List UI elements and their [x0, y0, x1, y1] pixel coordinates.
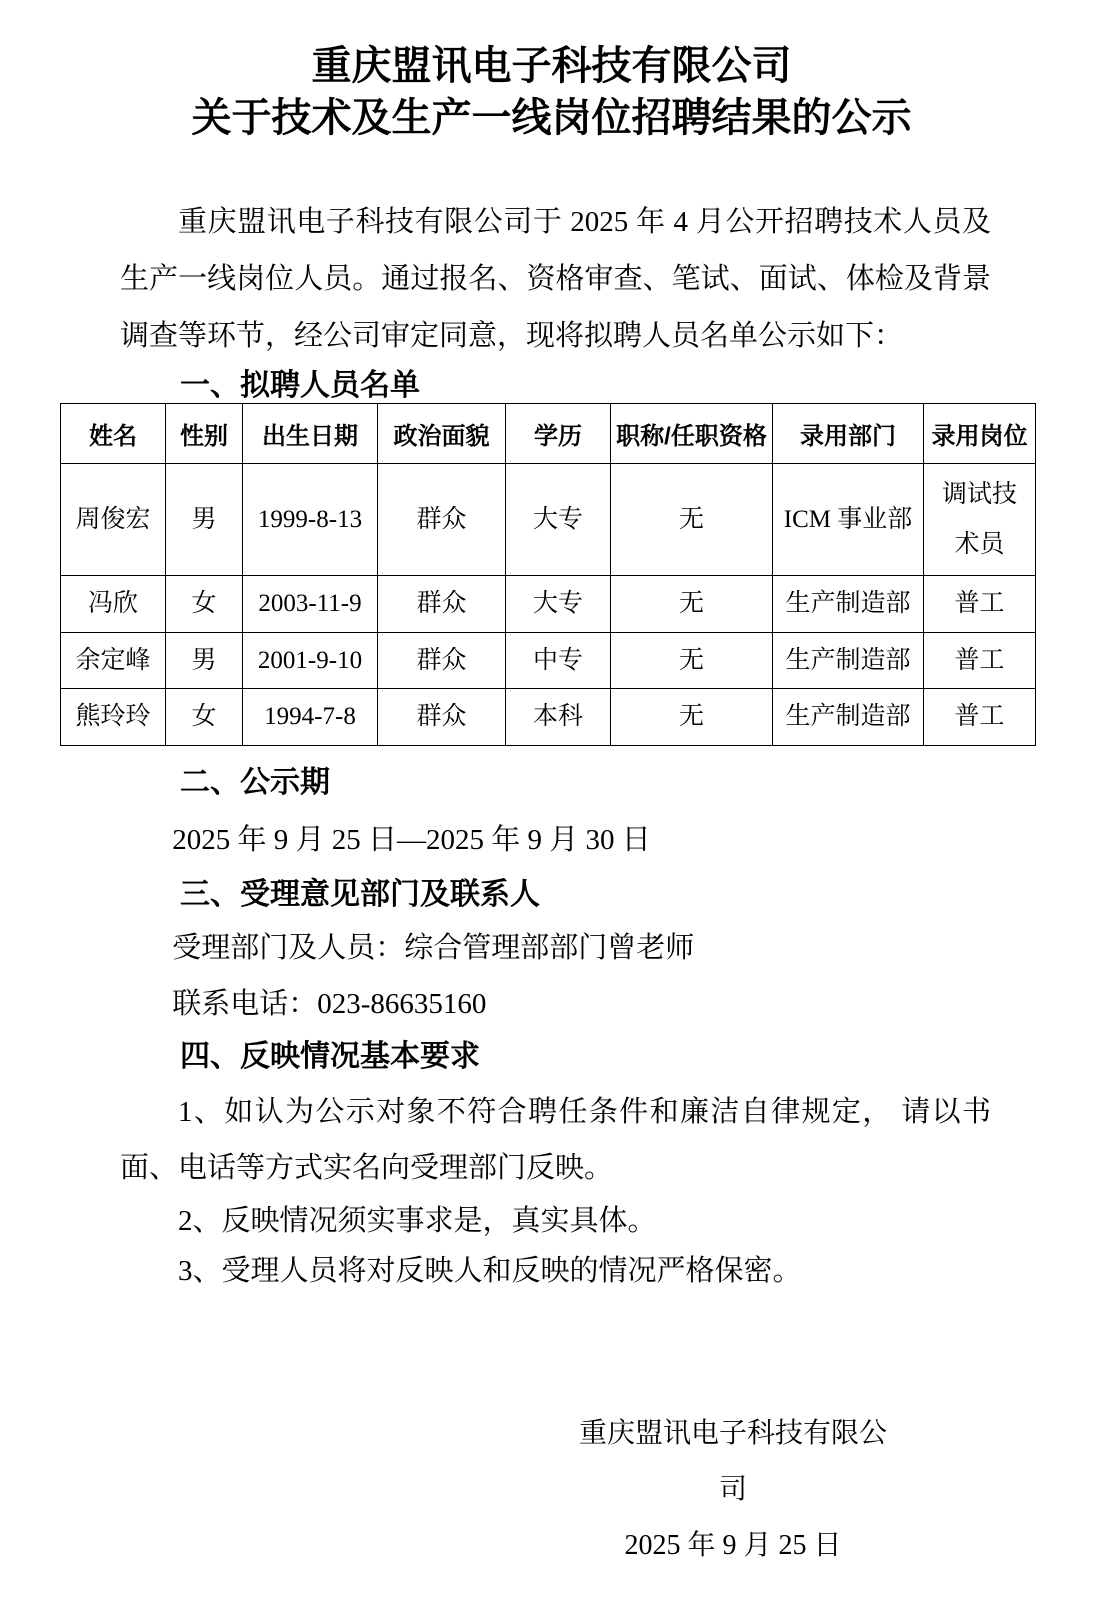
requirement-item-1: 1、如认为公示对象不符合聘任条件和廉洁自律规定， 请以书面、电话等方式实名向受理部门反映。: [120, 1096, 991, 1184]
contact-phone-line: 联系电话：023-86635160: [172, 988, 487, 1020]
title-line-1: 重庆盟讯电子科技有限公司: [311, 43, 792, 88]
cell-education: 大专: [506, 576, 611, 633]
cell-political-status: 群众: [378, 633, 506, 689]
title-line-2: 关于技术及生产一线岗位招聘结果的公示: [191, 95, 912, 140]
cell-department: ICM 事业部: [773, 464, 924, 576]
cell-title-qualification: 无: [611, 633, 773, 689]
cell-position: 普工: [924, 689, 1036, 746]
cell-position: 调试技术员: [924, 464, 1036, 576]
cell-title-qualification: 无: [611, 464, 773, 576]
table-row: [61, 633, 1036, 689]
cell-birthdate: 2003-11-9: [243, 576, 378, 633]
cell-gender: 女: [166, 689, 243, 746]
cell-title-qualification: 无: [611, 576, 773, 633]
cell-position: 普工: [924, 633, 1036, 689]
cell-political-status: 群众: [378, 464, 506, 576]
cell-name: 余定峰: [61, 633, 166, 689]
cell-department: 生产制造部: [773, 633, 924, 689]
cell-birthdate: 1999-8-13: [243, 464, 378, 576]
cell-gender: 男: [166, 464, 243, 576]
cell-department: 生产制造部: [773, 576, 924, 633]
cell-education: 中专: [506, 633, 611, 689]
cell-department: 生产制造部: [773, 689, 924, 746]
table-row: [61, 689, 1036, 746]
requirement-item-2: 2、反映情况须实事求是，真实具体。: [178, 1205, 657, 1237]
intro-paragraph: 重庆盟讯电子科技有限公司于 2025 年 4 月公开招聘技术人员及生产一线岗位人员。通过报名、资格审查、笔试、面试、体检及背景调查等环节，经公司审定同意，现将拟聘人员名单公示如下：: [120, 206, 991, 352]
section-heading-requirements: 四、反映情况基本要求: [180, 1040, 480, 1073]
cell-name: 周俊宏: [61, 464, 166, 576]
section-heading-roster: 一、拟聘人员名单: [180, 369, 420, 402]
requirement-item-3: 3、受理人员将对反映人和反映的情况严格保密。: [178, 1255, 802, 1287]
document-title: [60, 40, 1043, 144]
cell-political-status: 群众: [378, 689, 506, 746]
section-heading-publicity-period: 二、公示期: [180, 766, 330, 799]
column-header-name: 姓名: [61, 404, 166, 464]
column-header-position: 录用岗位: [924, 404, 1036, 464]
cell-political-status: 群众: [378, 576, 506, 633]
cell-education: 大专: [506, 464, 611, 576]
cell-position: 普工: [924, 576, 1036, 633]
cell-name: 熊玲玲: [61, 689, 166, 746]
cell-title-qualification: 无: [611, 689, 773, 746]
signature-date: 2025 年 9 月 25 日: [624, 1530, 842, 1561]
cell-birthdate: 1994-7-8: [243, 689, 378, 746]
signature-block: [568, 1406, 898, 1574]
cell-gender: 女: [166, 576, 243, 633]
table-row: [61, 576, 1036, 633]
contact-department-line: 受理部门及人员：综合管理部部门曾老师: [172, 932, 695, 964]
column-header-education: 学历: [506, 404, 611, 464]
section-heading-contact: 三、受理意见部门及联系人: [180, 878, 540, 911]
cell-birthdate: 2001-9-10: [243, 633, 378, 689]
cell-name: 冯欣: [61, 576, 166, 633]
column-header-department: 录用部门: [773, 404, 924, 464]
signature-company: 重庆盟讯电子科技有限公司: [578, 1418, 887, 1505]
cell-gender: 男: [166, 633, 243, 689]
cell-education: 本科: [506, 689, 611, 746]
table-header-row: [61, 404, 1036, 464]
column-header-title-qualification: 职称/任职资格: [611, 404, 773, 464]
column-header-political-status: 政治面貌: [378, 404, 506, 464]
table-row: [61, 464, 1036, 576]
column-header-gender: 性别: [166, 404, 243, 464]
column-header-birthdate: 出生日期: [243, 404, 378, 464]
publicity-period-dates: 2025 年 9 月 25 日—2025 年 9 月 30 日: [172, 824, 651, 856]
hired-personnel-table: [60, 403, 1036, 746]
